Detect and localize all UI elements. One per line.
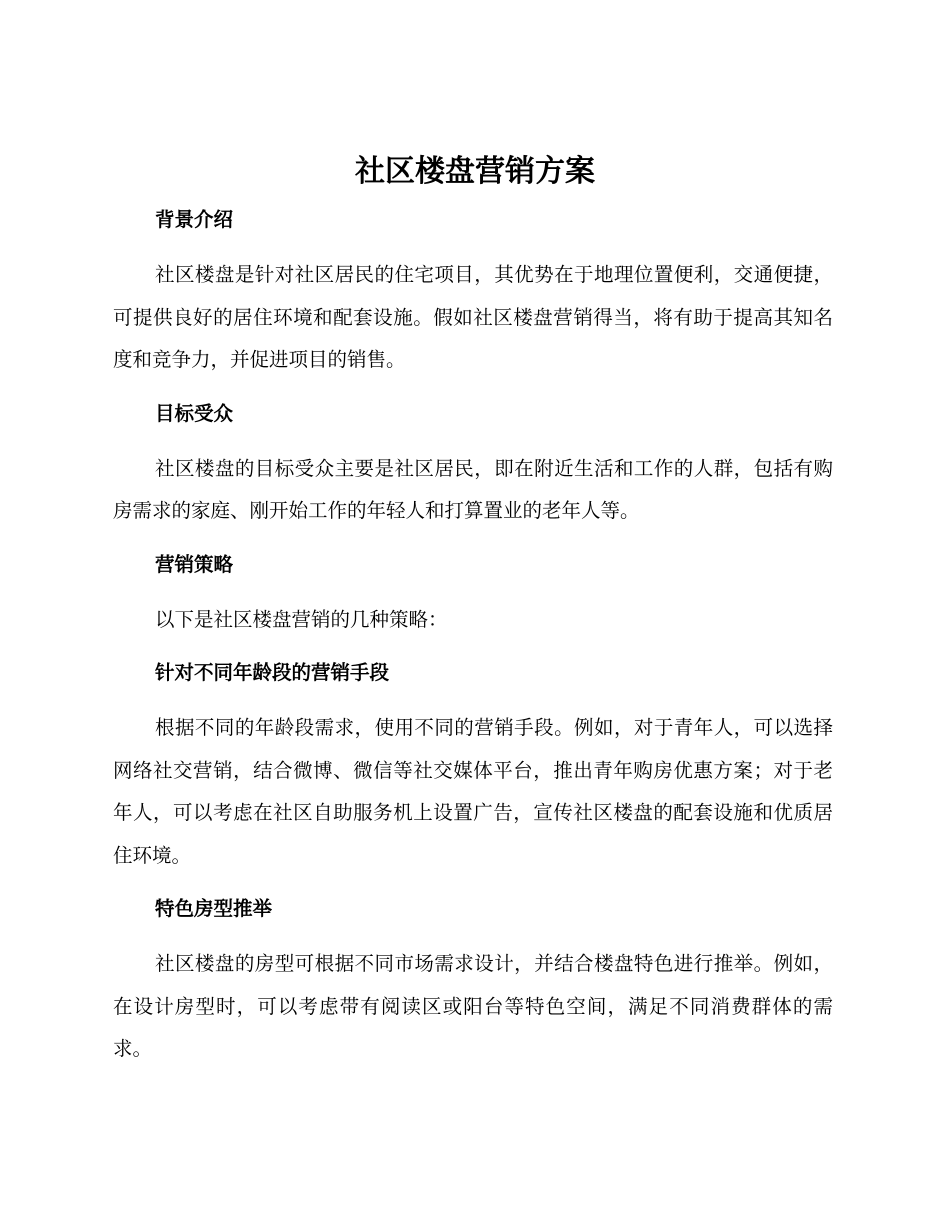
section-featured-units — [113, 891, 833, 1071]
section-paragraph: 社区楼盘的目标受众主要是社区居民，即在附近生活和工作的人群，包括有购房需求的家庭、刚开始工作的年轻人和打算置业的老年人等。 — [113, 456, 833, 522]
section-paragraph: 社区楼盘的房型可根据不同市场需求设计，并结合楼盘特色进行推举。例如，在设计房型时，可以考虑带有阅读区或阳台等特色空间，满足不同消费群体的需求。 — [113, 952, 833, 1060]
document-body — [113, 202, 833, 1085]
section-heading: 特色房型推举 — [155, 897, 273, 920]
document-title: 社区楼盘营销方案 — [355, 154, 595, 189]
section-heading: 目标受众 — [155, 401, 234, 425]
section-heading: 营销策略 — [155, 552, 234, 576]
section-paragraph: 根据不同的年龄段需求，使用不同的营销手段。例如，对于青年人，可以选择网络社交营销，结合微博、微信等社交媒体平台，推出青年购房优惠方案；对于老年人，可以考虑在社区自助服务机上设置广告，宣传社区楼盘的配套设施和优质居住环境。 — [113, 716, 833, 867]
section-paragraph: 社区楼盘是针对社区居民的住宅项目，其优势在于地理位置便利，交通便捷，可提供良好的居住环境和配套设施。假如社区楼盘营销得当，将有助于提高其知名度和竞争力，并促进项目的销售。 — [113, 263, 833, 371]
section-heading: 背景介绍 — [155, 208, 234, 231]
section-marketing-strategy — [113, 547, 833, 642]
section-age-targeted-marketing — [113, 655, 833, 877]
section-target-audience — [113, 396, 833, 533]
section-background — [113, 202, 833, 382]
section-heading: 针对不同年龄段的营销手段 — [155, 661, 390, 684]
section-paragraph: 以下是社区楼盘营销的几种策略： — [155, 607, 448, 631]
